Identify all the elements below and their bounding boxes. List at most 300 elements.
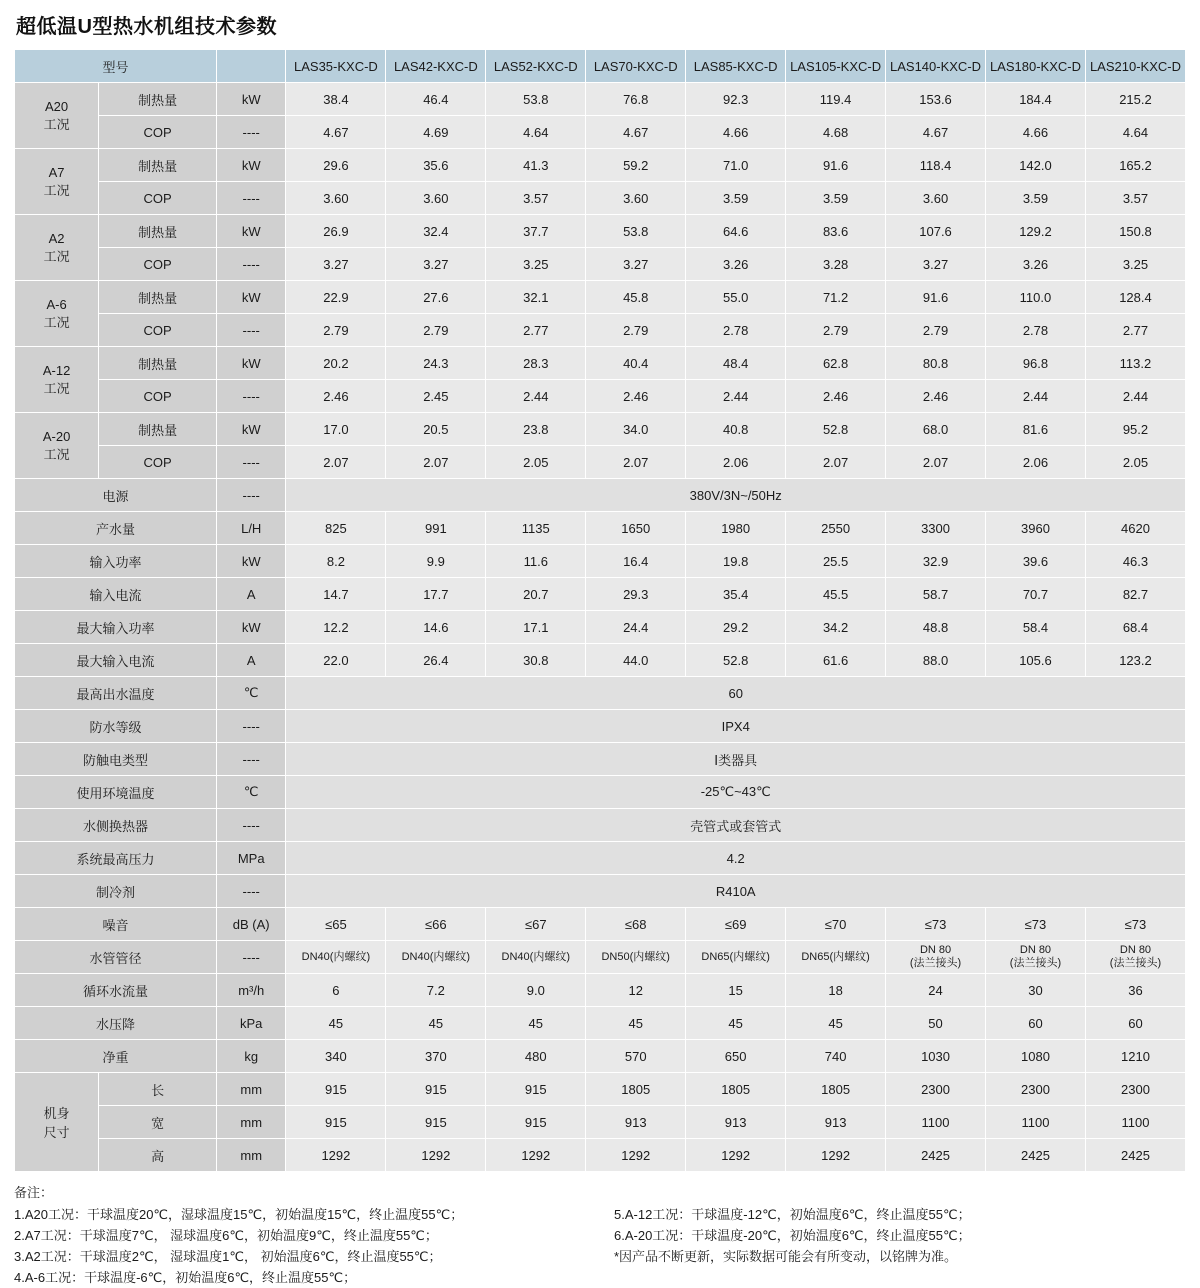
cell-value: 1292	[286, 1139, 386, 1172]
table-row	[15, 248, 1186, 281]
row-unit: kW	[217, 281, 286, 314]
cell-value: 26.4	[386, 644, 486, 677]
cell-value: 4620	[1085, 512, 1185, 545]
cell-value-merged: 壳管式或套管式	[286, 809, 1186, 842]
cell-value: DN40(内螺纹)	[286, 941, 386, 974]
cell-value: 68.4	[1085, 611, 1185, 644]
note-line: 2.A7工况：干球温度7℃， 湿球温度6℃，初始温度9℃，终止温度55℃；	[14, 1228, 438, 1244]
cell-value: 45.8	[586, 281, 686, 314]
cell-value: 2300	[1085, 1073, 1185, 1106]
table-row	[15, 611, 1186, 644]
cell-value: 81.6	[986, 413, 1086, 446]
cell-value: 150.8	[1085, 215, 1185, 248]
row-label: 水压降	[15, 1007, 217, 1040]
cell-value: 3.26	[986, 248, 1086, 281]
row-label: 电源	[15, 479, 217, 512]
row-label: 净重	[15, 1040, 217, 1073]
row-label: 制热量	[99, 281, 217, 314]
cell-value: 119.4	[786, 83, 886, 116]
condition-group-label: A2 工况	[15, 215, 99, 281]
cell-value-merged: R410A	[286, 875, 1186, 908]
cell-value: DN 80 (法兰接头)	[886, 941, 986, 974]
cell-value: 128.4	[1085, 281, 1185, 314]
cell-value: 71.0	[686, 149, 786, 182]
header-model-9: LAS210-KXC-D	[1085, 50, 1185, 83]
header-model-6: LAS105-KXC-D	[786, 50, 886, 83]
cell-value: 35.4	[686, 578, 786, 611]
row-label: 宽	[99, 1106, 217, 1139]
cell-value: 2.78	[986, 314, 1086, 347]
table-row	[15, 974, 1186, 1007]
cell-value: 2.07	[886, 446, 986, 479]
cell-value: 60	[1085, 1007, 1185, 1040]
cell-value: 1292	[486, 1139, 586, 1172]
cell-value: 45	[486, 1007, 586, 1040]
cell-value: 20.2	[286, 347, 386, 380]
row-unit: ----	[217, 809, 286, 842]
row-label: 循环水流量	[15, 974, 217, 1007]
cell-value: 83.6	[786, 215, 886, 248]
cell-value: 48.8	[886, 611, 986, 644]
notes-column-left	[14, 1204, 614, 1288]
row-unit: ℃	[217, 776, 286, 809]
cell-value: 3.27	[286, 248, 386, 281]
cell-value: 28.3	[486, 347, 586, 380]
cell-value: 12	[586, 974, 686, 1007]
header-model-5: LAS85-KXC-D	[686, 50, 786, 83]
table-row	[15, 677, 1186, 710]
cell-value: 2.79	[386, 314, 486, 347]
page-title: 超低温U型热水机组技术参数	[16, 16, 277, 38]
cell-value: 53.8	[486, 83, 586, 116]
cell-value: 27.6	[386, 281, 486, 314]
cell-value: 991	[386, 512, 486, 545]
cell-value: 64.6	[686, 215, 786, 248]
cell-value: 913	[786, 1106, 886, 1139]
row-unit: kW	[217, 545, 286, 578]
cell-value: DN 80 (法兰接头)	[986, 941, 1086, 974]
row-unit: ----	[217, 710, 286, 743]
cell-value: 110.0	[986, 281, 1086, 314]
condition-group-label: A-20 工况	[15, 413, 99, 479]
cell-value: 1292	[786, 1139, 886, 1172]
cell-value: 3.27	[886, 248, 986, 281]
cell-value: 1292	[586, 1139, 686, 1172]
table-row	[15, 644, 1186, 677]
cell-value-merged: -25℃~43℃	[286, 776, 1186, 809]
cell-value: 44.0	[586, 644, 686, 677]
cell-value-merged: 60	[286, 677, 1186, 710]
table-row	[15, 1040, 1186, 1073]
row-label: 防触电类型	[15, 743, 217, 776]
cell-value: 50	[886, 1007, 986, 1040]
cell-value: 480	[486, 1040, 586, 1073]
cell-value: 184.4	[986, 83, 1086, 116]
cell-value: 3.28	[786, 248, 886, 281]
cell-value: 3.60	[386, 182, 486, 215]
cell-value: 4.64	[486, 116, 586, 149]
cell-value: 3.25	[1085, 248, 1185, 281]
header-model-4: LAS70-KXC-D	[586, 50, 686, 83]
table-row	[15, 83, 1186, 116]
cell-value: 14.6	[386, 611, 486, 644]
cell-value: 16.4	[586, 545, 686, 578]
cell-value: 45.5	[786, 578, 886, 611]
cell-value: 2425	[1085, 1139, 1185, 1172]
cell-value-merged: 4.2	[286, 842, 1186, 875]
note-line: 3.A2工况：干球温度2℃， 湿球温度1℃， 初始温度6℃，终止温度55℃；	[14, 1249, 442, 1265]
row-label: 最高出水温度	[15, 677, 217, 710]
cell-value: 30.8	[486, 644, 586, 677]
cell-value: 4.67	[886, 116, 986, 149]
cell-value: ≤73	[986, 908, 1086, 941]
table-row	[15, 182, 1186, 215]
cell-value: 46.4	[386, 83, 486, 116]
row-unit: ----	[217, 314, 286, 347]
cell-value: 88.0	[886, 644, 986, 677]
cell-value: 46.3	[1085, 545, 1185, 578]
row-unit: kPa	[217, 1007, 286, 1040]
note-line: 4.A-6工况：干球温度-6℃，初始温度6℃，终止温度55℃；	[14, 1270, 357, 1286]
row-unit: A	[217, 578, 286, 611]
table-row	[15, 149, 1186, 182]
cell-value-merged: Ⅰ类器具	[286, 743, 1186, 776]
cell-value: ≤73	[886, 908, 986, 941]
cell-value: 76.8	[586, 83, 686, 116]
row-unit: A	[217, 644, 286, 677]
cell-value: 107.6	[886, 215, 986, 248]
condition-group-label: A7 工况	[15, 149, 99, 215]
note-line: *因产品不断更新，实际数据可能会有所变动，以铭牌为准。	[614, 1249, 958, 1265]
condition-group-label: A20 工况	[15, 83, 99, 149]
cell-value: 91.6	[786, 149, 886, 182]
cell-value: 915	[386, 1106, 486, 1139]
cell-value: 915	[486, 1106, 586, 1139]
table-row	[15, 710, 1186, 743]
cell-value: 4.66	[686, 116, 786, 149]
table-row	[15, 809, 1186, 842]
cell-value: 915	[286, 1106, 386, 1139]
cell-value: 39.6	[986, 545, 1086, 578]
cell-value: 82.7	[1085, 578, 1185, 611]
cell-value: 2.46	[286, 380, 386, 413]
header-unit-cell	[217, 50, 286, 83]
cell-value: 18	[786, 974, 886, 1007]
cell-value: 71.2	[786, 281, 886, 314]
table-row	[15, 743, 1186, 776]
cell-value: DN50(内螺纹)	[586, 941, 686, 974]
cell-value: 15	[686, 974, 786, 1007]
notes-section	[14, 1182, 1186, 1288]
cell-value: 165.2	[1085, 149, 1185, 182]
cell-value: 3.59	[786, 182, 886, 215]
cell-value: 40.4	[586, 347, 686, 380]
header-model-1: LAS35-KXC-D	[286, 50, 386, 83]
row-unit: L/H	[217, 512, 286, 545]
cell-value: 68.0	[886, 413, 986, 446]
row-unit: kW	[217, 611, 286, 644]
row-label: 防水等级	[15, 710, 217, 743]
row-label: 最大输入功率	[15, 611, 217, 644]
cell-value: DN65(内螺纹)	[786, 941, 886, 974]
row-label: COP	[99, 380, 217, 413]
row-unit: mm	[217, 1073, 286, 1106]
cell-value: 2.44	[686, 380, 786, 413]
cell-value: 61.6	[786, 644, 886, 677]
cell-value: 153.6	[886, 83, 986, 116]
cell-value: 17.0	[286, 413, 386, 446]
row-unit: mm	[217, 1139, 286, 1172]
spec-table-body	[15, 50, 1186, 1172]
cell-value: 7.2	[386, 974, 486, 1007]
row-label: 水侧换热器	[15, 809, 217, 842]
cell-value: 570	[586, 1040, 686, 1073]
cell-value: 59.2	[586, 149, 686, 182]
cell-value: 1650	[586, 512, 686, 545]
cell-value: 20.7	[486, 578, 586, 611]
cell-value: 1980	[686, 512, 786, 545]
row-unit: m³/h	[217, 974, 286, 1007]
cell-value: 3.27	[586, 248, 686, 281]
cell-value: 6	[286, 974, 386, 1007]
cell-value: 123.2	[1085, 644, 1185, 677]
cell-value: 913	[686, 1106, 786, 1139]
row-label: 输入功率	[15, 545, 217, 578]
cell-value: 3.27	[386, 248, 486, 281]
table-row	[15, 941, 1186, 974]
cell-value: 34.2	[786, 611, 886, 644]
cell-value: 2.77	[486, 314, 586, 347]
row-label: 噪音	[15, 908, 217, 941]
table-row	[15, 908, 1186, 941]
row-unit: kg	[217, 1040, 286, 1073]
cell-value-merged: IPX4	[286, 710, 1186, 743]
cell-value: 1292	[386, 1139, 486, 1172]
header-model-3: LAS52-KXC-D	[486, 50, 586, 83]
cell-value: 740	[786, 1040, 886, 1073]
cell-value: 1100	[886, 1106, 986, 1139]
cell-value: 20.5	[386, 413, 486, 446]
cell-value: 2300	[986, 1073, 1086, 1106]
cell-value: 45	[386, 1007, 486, 1040]
cell-value: 915	[486, 1073, 586, 1106]
cell-value: 1135	[486, 512, 586, 545]
cell-value: 35.6	[386, 149, 486, 182]
cell-value: ≤69	[686, 908, 786, 941]
cell-value: 915	[286, 1073, 386, 1106]
cell-value-merged: 380V/3N~/50Hz	[286, 479, 1186, 512]
cell-value: 2.78	[686, 314, 786, 347]
row-label: 使用环境温度	[15, 776, 217, 809]
cell-value: 23.8	[486, 413, 586, 446]
cell-value: 3.59	[986, 182, 1086, 215]
cell-value: 1030	[886, 1040, 986, 1073]
table-row	[15, 380, 1186, 413]
cell-value: 26.9	[286, 215, 386, 248]
row-label: 制热量	[99, 149, 217, 182]
row-label: 制热量	[99, 413, 217, 446]
cell-value: 92.3	[686, 83, 786, 116]
row-unit: ----	[217, 743, 286, 776]
note-line: 1.A20工况：干球温度20℃，湿球温度15℃，初始温度15℃，终止温度55℃；	[14, 1207, 464, 1223]
cell-value: 2.05	[1085, 446, 1185, 479]
cell-value: 58.4	[986, 611, 1086, 644]
cell-value: 25.5	[786, 545, 886, 578]
cell-value: 4.69	[386, 116, 486, 149]
cell-value: 2.06	[686, 446, 786, 479]
row-label: 最大输入电流	[15, 644, 217, 677]
table-row	[15, 545, 1186, 578]
cell-value: 45	[686, 1007, 786, 1040]
cell-value: 22.0	[286, 644, 386, 677]
cell-value: 3.60	[286, 182, 386, 215]
row-unit: mm	[217, 1106, 286, 1139]
cell-value: 30	[986, 974, 1086, 1007]
cell-value: 58.7	[886, 578, 986, 611]
cell-value: 129.2	[986, 215, 1086, 248]
cell-value: 113.2	[1085, 347, 1185, 380]
cell-value: 215.2	[1085, 83, 1185, 116]
table-row	[15, 314, 1186, 347]
cell-value: 29.3	[586, 578, 686, 611]
cell-value: DN65(内螺纹)	[686, 941, 786, 974]
note-line: 6.A-20工况：干球温度-20℃，初始温度6℃，终止温度55℃；	[614, 1228, 971, 1244]
cell-value: 41.3	[486, 149, 586, 182]
cell-value: 4.64	[1085, 116, 1185, 149]
notes-column-right	[614, 1204, 1174, 1288]
cell-value: 24	[886, 974, 986, 1007]
cell-value: 45	[786, 1007, 886, 1040]
table-row	[15, 347, 1186, 380]
cell-value: 8.2	[286, 545, 386, 578]
cell-value: 32.1	[486, 281, 586, 314]
cell-value: 2.46	[786, 380, 886, 413]
cell-value: DN40(内螺纹)	[386, 941, 486, 974]
cell-value: 2.46	[586, 380, 686, 413]
cell-value: 55.0	[686, 281, 786, 314]
row-label: 制热量	[99, 215, 217, 248]
cell-value: 2.07	[386, 446, 486, 479]
cell-value: 3.60	[886, 182, 986, 215]
header-model-8: LAS180-KXC-D	[986, 50, 1086, 83]
row-unit: kW	[217, 149, 286, 182]
cell-value: 3.26	[686, 248, 786, 281]
cell-value: DN40(内螺纹)	[486, 941, 586, 974]
row-unit: kW	[217, 347, 286, 380]
table-row	[15, 215, 1186, 248]
cell-value: 96.8	[986, 347, 1086, 380]
table-row	[15, 281, 1186, 314]
row-label: 产水量	[15, 512, 217, 545]
cell-value: 2300	[886, 1073, 986, 1106]
cell-value: 91.6	[886, 281, 986, 314]
cell-value: 1210	[1085, 1040, 1185, 1073]
cell-value: 29.2	[686, 611, 786, 644]
table-header-row	[15, 50, 1186, 83]
row-label: 制热量	[99, 83, 217, 116]
row-label: 高	[99, 1139, 217, 1172]
cell-value: 45	[286, 1007, 386, 1040]
spec-table	[14, 49, 1186, 1172]
row-unit: ----	[217, 446, 286, 479]
cell-value: 62.8	[786, 347, 886, 380]
table-row	[15, 1073, 1186, 1106]
cell-value: 52.8	[786, 413, 886, 446]
cell-value: 913	[586, 1106, 686, 1139]
cell-value: 3300	[886, 512, 986, 545]
cell-value: 370	[386, 1040, 486, 1073]
condition-group-label: A-12 工况	[15, 347, 99, 413]
cell-value: 34.0	[586, 413, 686, 446]
row-unit: ----	[217, 479, 286, 512]
cell-value: ≤68	[586, 908, 686, 941]
cell-value: 22.9	[286, 281, 386, 314]
cell-value: 17.7	[386, 578, 486, 611]
row-unit: ℃	[217, 677, 286, 710]
cell-value: ≤65	[286, 908, 386, 941]
cell-value: 915	[386, 1073, 486, 1106]
row-label: COP	[99, 182, 217, 215]
note-line: 5.A-12工况：干球温度-12℃，初始温度6℃，终止温度55℃；	[614, 1207, 971, 1223]
cell-value: 2.06	[986, 446, 1086, 479]
row-unit: MPa	[217, 842, 286, 875]
cell-value: 32.9	[886, 545, 986, 578]
cell-value: 105.6	[986, 644, 1086, 677]
table-row	[15, 512, 1186, 545]
cell-value: 70.7	[986, 578, 1086, 611]
cell-value: 29.6	[286, 149, 386, 182]
cell-value: 36	[1085, 974, 1185, 1007]
cell-value: 2.79	[786, 314, 886, 347]
cell-value: 24.3	[386, 347, 486, 380]
row-unit: ----	[217, 380, 286, 413]
cell-value: ≤67	[486, 908, 586, 941]
cell-value: 3.57	[1085, 182, 1185, 215]
cell-value: ≤66	[386, 908, 486, 941]
table-row	[15, 116, 1186, 149]
row-unit: kW	[217, 215, 286, 248]
row-unit: ----	[217, 941, 286, 974]
cell-value: 3960	[986, 512, 1086, 545]
row-label: 制冷剂	[15, 875, 217, 908]
table-row	[15, 479, 1186, 512]
cell-value: 3.60	[586, 182, 686, 215]
cell-value: 2.79	[886, 314, 986, 347]
cell-value: 2425	[886, 1139, 986, 1172]
cell-value: 340	[286, 1040, 386, 1073]
cell-value: 4.67	[586, 116, 686, 149]
cell-value: 4.67	[286, 116, 386, 149]
table-row	[15, 1007, 1186, 1040]
cell-value: 38.4	[286, 83, 386, 116]
header-model-2: LAS42-KXC-D	[386, 50, 486, 83]
dimension-group-label: 机身 尺寸	[15, 1073, 99, 1172]
row-unit: ----	[217, 248, 286, 281]
cell-value: 2.07	[786, 446, 886, 479]
cell-value: 52.8	[686, 644, 786, 677]
cell-value: 2.45	[386, 380, 486, 413]
cell-value: 12.2	[286, 611, 386, 644]
cell-value: 80.8	[886, 347, 986, 380]
cell-value: 650	[686, 1040, 786, 1073]
table-row	[15, 413, 1186, 446]
cell-value: 1805	[586, 1073, 686, 1106]
cell-value: 32.4	[386, 215, 486, 248]
cell-value: 19.8	[686, 545, 786, 578]
cell-value: 1100	[986, 1106, 1086, 1139]
row-label: COP	[99, 248, 217, 281]
row-unit: kW	[217, 413, 286, 446]
